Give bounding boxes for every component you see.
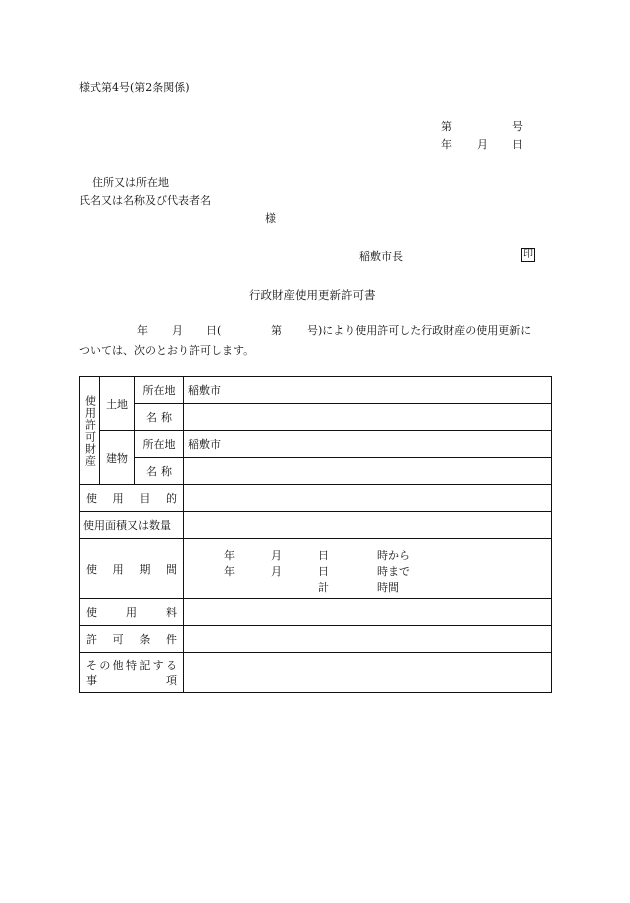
other-char: る xyxy=(165,658,177,672)
conditions-label xyxy=(80,626,184,653)
land-name-row xyxy=(80,404,552,431)
land-location-row xyxy=(80,377,552,404)
conditions-char: 条 xyxy=(139,633,151,646)
recipient-honorific: 様 xyxy=(265,212,276,225)
fee-char: 使 xyxy=(86,606,97,619)
property-group-cell xyxy=(80,377,100,485)
other-char: の xyxy=(99,658,111,672)
document-title: 行政財産使用更新許可書 xyxy=(249,288,376,302)
body-day: 日( xyxy=(206,324,222,337)
period-end-year: 年 xyxy=(224,564,235,578)
period-end-day: 日 xyxy=(318,564,329,578)
building-name-row xyxy=(80,458,552,485)
fee-char: 料 xyxy=(166,606,177,619)
other-value[interactable] xyxy=(184,653,552,693)
other-label xyxy=(80,653,184,693)
purpose-char: 使 xyxy=(86,492,97,505)
building-label: 建物 xyxy=(100,431,135,485)
period-char: 用 xyxy=(112,562,124,576)
area-row xyxy=(80,512,552,539)
purpose-value[interactable] xyxy=(184,485,552,512)
other-char: 事 xyxy=(86,673,97,687)
issue-date-year: 年 xyxy=(441,138,452,151)
other-char: そ xyxy=(86,658,97,672)
permit-details-table xyxy=(79,376,552,693)
building-name-label xyxy=(135,458,184,485)
conditions-char: 許 xyxy=(86,633,97,646)
body-dai: 第 xyxy=(271,324,282,337)
conditions-value[interactable] xyxy=(184,626,552,653)
name-char: 称 xyxy=(161,411,172,424)
land-location-value[interactable]: 稲敷市 xyxy=(184,377,552,404)
permit-number-prefix: 第 xyxy=(441,120,452,133)
fee-label xyxy=(80,599,184,626)
permit-number-suffix: 号 xyxy=(512,120,523,133)
period-char: 使 xyxy=(86,562,97,576)
body-text-line2: ついては、次のとおり許可します。 xyxy=(79,344,255,357)
issue-date-day: 日 xyxy=(512,138,523,151)
period-label xyxy=(80,539,184,599)
period-value[interactable] xyxy=(184,539,552,599)
purpose-char: 目 xyxy=(139,492,151,505)
other-char: す xyxy=(152,658,164,672)
purpose-row xyxy=(80,485,552,512)
land-name-label xyxy=(135,404,184,431)
period-total-label: 計 xyxy=(318,580,329,594)
purpose-char: 用 xyxy=(112,492,124,505)
fee-row xyxy=(80,599,552,626)
period-start-hour: 時から xyxy=(377,548,410,562)
period-char: 期 xyxy=(139,562,151,576)
other-char: 特 xyxy=(125,658,137,672)
other-row xyxy=(80,653,552,693)
issue-date-month: 月 xyxy=(477,138,488,151)
other-char: 記 xyxy=(139,658,151,672)
period-total-hours: 時間 xyxy=(377,580,399,594)
fee-char: 用 xyxy=(126,606,137,619)
period-start-day: 日 xyxy=(318,548,329,562)
conditions-row xyxy=(80,626,552,653)
fee-value[interactable] xyxy=(184,599,552,626)
period-end-hour: 時まで xyxy=(377,564,410,578)
seal-mark: 印 xyxy=(523,249,533,260)
issuer-title: 稲敷市長 xyxy=(359,250,403,263)
body-month: 月 xyxy=(172,324,183,337)
name-char: 称 xyxy=(161,465,172,478)
name-char: 名 xyxy=(146,411,157,424)
building-name-value[interactable] xyxy=(184,458,552,485)
period-start-month: 月 xyxy=(271,548,282,562)
body-year: 年 xyxy=(137,324,148,337)
conditions-char: 件 xyxy=(165,633,177,646)
conditions-char: 可 xyxy=(112,633,124,646)
purpose-label xyxy=(80,485,184,512)
property-group-label: 使用許可財産 xyxy=(83,394,97,467)
land-label: 土地 xyxy=(100,377,135,431)
land-location-label: 所在地 xyxy=(135,377,184,404)
period-start-year: 年 xyxy=(224,548,235,562)
other-char: 項 xyxy=(166,673,177,687)
period-row xyxy=(80,539,552,599)
area-label: 使用面積又は数量 xyxy=(80,512,184,539)
recipient-name-label: 氏名又は名称及び代表者名 xyxy=(79,194,211,207)
period-end-month: 月 xyxy=(271,564,282,578)
other-char: 他 xyxy=(112,658,124,672)
form-number: 様式第4号(第2条関係) xyxy=(79,81,190,94)
purpose-char: 的 xyxy=(165,492,177,505)
building-location-value[interactable]: 稲敷市 xyxy=(184,431,552,458)
period-char: 間 xyxy=(165,562,177,576)
body-text-line1: 号)により使用許可した行政財産の使用更新に xyxy=(307,324,532,337)
building-location-label: 所在地 xyxy=(135,431,184,458)
land-name-value[interactable] xyxy=(184,404,552,431)
name-char: 名 xyxy=(146,465,157,478)
recipient-address-label: 住所又は所在地 xyxy=(92,176,169,189)
area-value[interactable] xyxy=(184,512,552,539)
building-location-row xyxy=(80,431,552,458)
